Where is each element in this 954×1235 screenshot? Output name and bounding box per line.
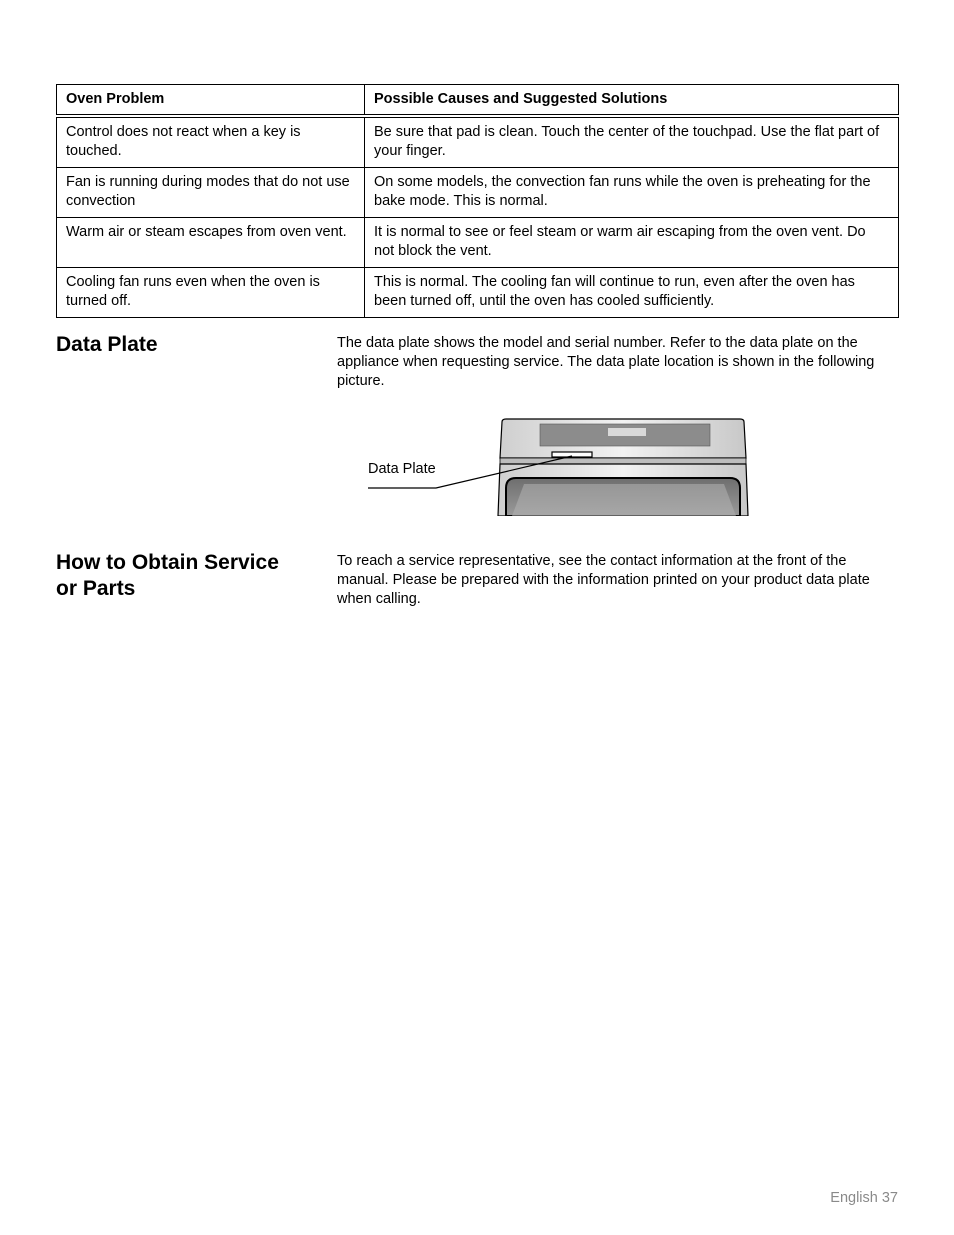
oven-window-reflection [512, 484, 736, 516]
figure-label-data-plate: Data Plate [368, 461, 436, 477]
data-plate-heading: Data Plate [56, 333, 158, 356]
oven-trim [500, 458, 746, 464]
problem-cell: Fan is running during modes that do not use convection [57, 168, 365, 218]
problem-cell: Cooling fan runs even when the oven is turned off. [57, 268, 365, 318]
service-text: To reach a service representative, see the contact information at the front of the manual. Please be prepared with the information printed on your product data plate when calling. [337, 553, 870, 607]
service-heading-line1: How to Obtain Service [56, 551, 279, 574]
table-row [57, 116, 899, 168]
service-heading [56, 550, 279, 602]
page-footer: English 37 [830, 1190, 898, 1206]
header-causes-solutions: Possible Causes and Suggested Solutions [365, 85, 899, 117]
service-heading-line2: or Parts [56, 577, 136, 600]
problem-cell: Warm air or steam escapes from oven vent. [57, 218, 365, 268]
solution-cell: Be sure that pad is clean. Touch the center of the touchpad. Use the flat part of your finger. [365, 116, 899, 168]
problem-cell: Control does not react when a key is touched. [57, 116, 365, 168]
solution-cell: It is normal to see or feel steam or warm air escaping from the oven vent. Do not block the vent. [365, 218, 899, 268]
header-oven-problem: Oven Problem [57, 85, 365, 117]
solution-cell: On some models, the convection fan runs while the oven is preheating for the bake mode. This is normal. [365, 168, 899, 218]
table-row [57, 268, 899, 318]
table-header-row [57, 85, 899, 117]
table-row [57, 218, 899, 268]
data-plate-text: The data plate shows the model and serial number. Refer to the data plate on the appliance when requesting service. The data plate location is shown in the following picture. [337, 335, 875, 389]
table-row [57, 168, 899, 218]
troubleshooting-table [56, 84, 899, 318]
oven-display-window [608, 428, 646, 436]
solution-cell: This is normal. The cooling fan will continue to run, even after the oven has been turned off, until the oven has cooled sufficiently. [365, 268, 899, 318]
